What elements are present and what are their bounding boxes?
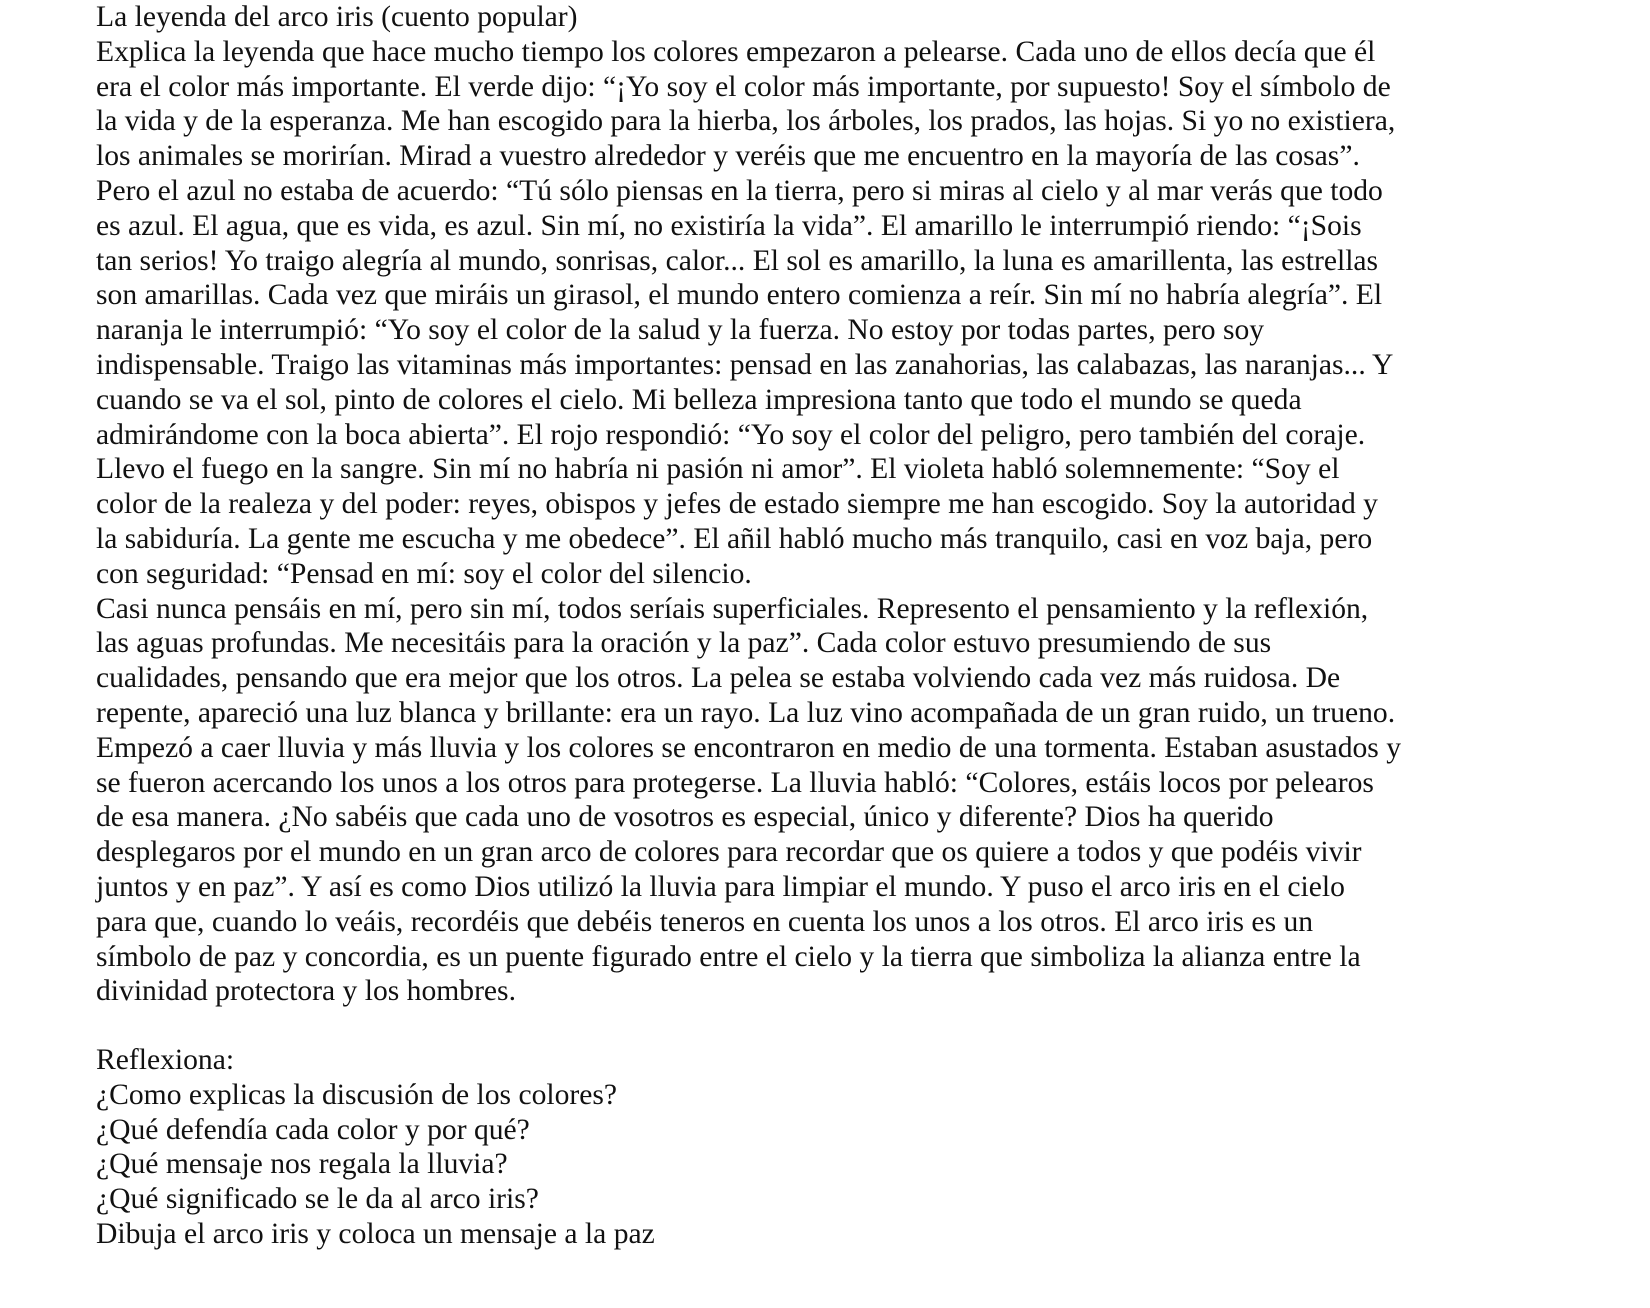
story-line: con seguridad: “Pensad en mí: soy el color del silencio. <box>96 557 752 590</box>
reflection-heading: Reflexiona: <box>96 1044 235 1076</box>
story-line: los animales se morirían. Mirad a vuestro alrededor y veréis que me encuentro en la mayoría de las cosas”. <box>96 140 1360 173</box>
reflection-question: ¿Qué significado se le da al arco iris? <box>96 1183 539 1216</box>
story-line: era el color más importante. El verde dijo: “¡Yo soy el color más importante, por supuesto! Soy el símbolo de <box>96 70 1391 103</box>
story-line: desplegaros por el mundo en un gran arco de colores para recordar que os quiere a todos y que podéis vivir <box>96 836 1362 869</box>
story-line: Pero el azul no estaba de acuerdo: “Tú sólo piensas en la tierra, pero si miras al cielo y al mar verás que todo <box>96 174 1383 207</box>
reflection-question: ¿Qué defendía cada color y por qué? <box>96 1113 530 1146</box>
story-line: Llevo el fuego en la sangre. Sin mí no habría ni pasión ni amor”. El violeta habló solemnemente: “Soy el <box>96 453 1340 486</box>
story-line: juntos y en paz”. Y así es como Dios utilizó la lluvia para limpiar el mundo. Y puso el arco iris en el cielo <box>96 870 1345 903</box>
story-line: se fueron acercando los unos a los otros para protegerse. La lluvia habló: “Colores, estáis locos por pelearos <box>96 766 1374 799</box>
story-line: la sabiduría. La gente me escucha y me obedece”. El añil habló mucho más tranquilo, casi en voz baja, pero <box>96 522 1373 555</box>
reflection-question: ¿Qué mensaje nos regala la lluvia? <box>96 1148 508 1181</box>
story-line: Empezó a caer lluvia y más lluvia y los colores se encontraron en medio de una tormenta. Estaban asustados y <box>96 731 1402 764</box>
story-line: Explica la leyenda que hace mucho tiempo los colores empezaron a pelearse. Cada uno de ellos decía que él <box>96 35 1376 68</box>
story-section <box>96 0 1546 1009</box>
story-line: cualidades, pensando que era mejor que los otros. La pelea se estaba volviendo cada vez más ruidosa. De <box>96 662 1341 695</box>
story-line: las aguas profundas. Me necesitáis para la oración y la paz”. Cada color estuvo presumiendo de sus <box>96 627 1272 660</box>
document-title: La leyenda del arco iris (cuento popular) <box>96 1 578 33</box>
story-body <box>96 35 1546 1009</box>
story-line: indispensable. Traigo las vitaminas más importantes: pensad en las zanahorias, las calabazas, las naranjas... Y <box>96 348 1394 381</box>
reflection-section <box>96 1043 1546 1252</box>
story-line: cuando se va el sol, pinto de colores el cielo. Mi belleza impresiona tanto que todo el mundo se queda <box>96 383 1302 416</box>
reflection-question: ¿Como explicas la discusión de los colores? <box>96 1078 618 1111</box>
story-line: repente, apareció una luz blanca y brillante: era un rayo. La luz vino acompañada de un gran ruido, un trueno. <box>96 696 1396 729</box>
reflection-task: Dibuja el arco iris y coloca un mensaje a la paz <box>96 1217 655 1250</box>
story-line: color de la realeza y del poder: reyes, obispos y jefes de estado siempre me han escogido. Soy la autoridad y <box>96 488 1378 521</box>
story-line: admirándome con la boca abierta”. El rojo respondió: “Yo soy el color del peligro, pero también del coraje. <box>96 418 1366 451</box>
story-line: Casi nunca pensáis en mí, pero sin mí, todos seríais superficiales. Represento el pensamiento y la reflexión, <box>96 592 1369 625</box>
story-line: son amarillas. Cada vez que miráis un girasol, el mundo entero comienza a reír. Sin mí no habría alegría”. El <box>96 279 1383 312</box>
story-line: tan serios! Yo traigo alegría al mundo, sonrisas, calor... El sol es amarillo, la luna es amarillenta, las estrellas <box>96 244 1379 277</box>
story-line: de esa manera. ¿No sabéis que cada uno de vosotros es especial, único y diferente? Dios ha querido <box>96 801 1274 834</box>
story-line: símbolo de paz y concordia, es un puente figurado entre el cielo y la tierra que simboliza la alianza entre la <box>96 940 1361 973</box>
story-line: la vida y de la esperanza. Me han escogido para la hierba, los árboles, los prados, las hojas. Si yo no existiera, <box>96 105 1396 138</box>
story-line: es azul. El agua, que es vida, es azul. Sin mí, no existiría la vida”. El amarillo le interrumpió riendo: “¡Sois <box>96 209 1362 242</box>
story-line: naranja le interrumpió: “Yo soy el color de la salud y la fuerza. No estoy por todas partes, pero soy <box>96 314 1265 347</box>
story-line: divinidad protectora y los hombres. <box>96 975 516 1008</box>
story-line: para que, cuando lo veáis, recordéis que debéis teneros en cuenta los unos a los otros. El arco iris es un <box>96 905 1314 938</box>
